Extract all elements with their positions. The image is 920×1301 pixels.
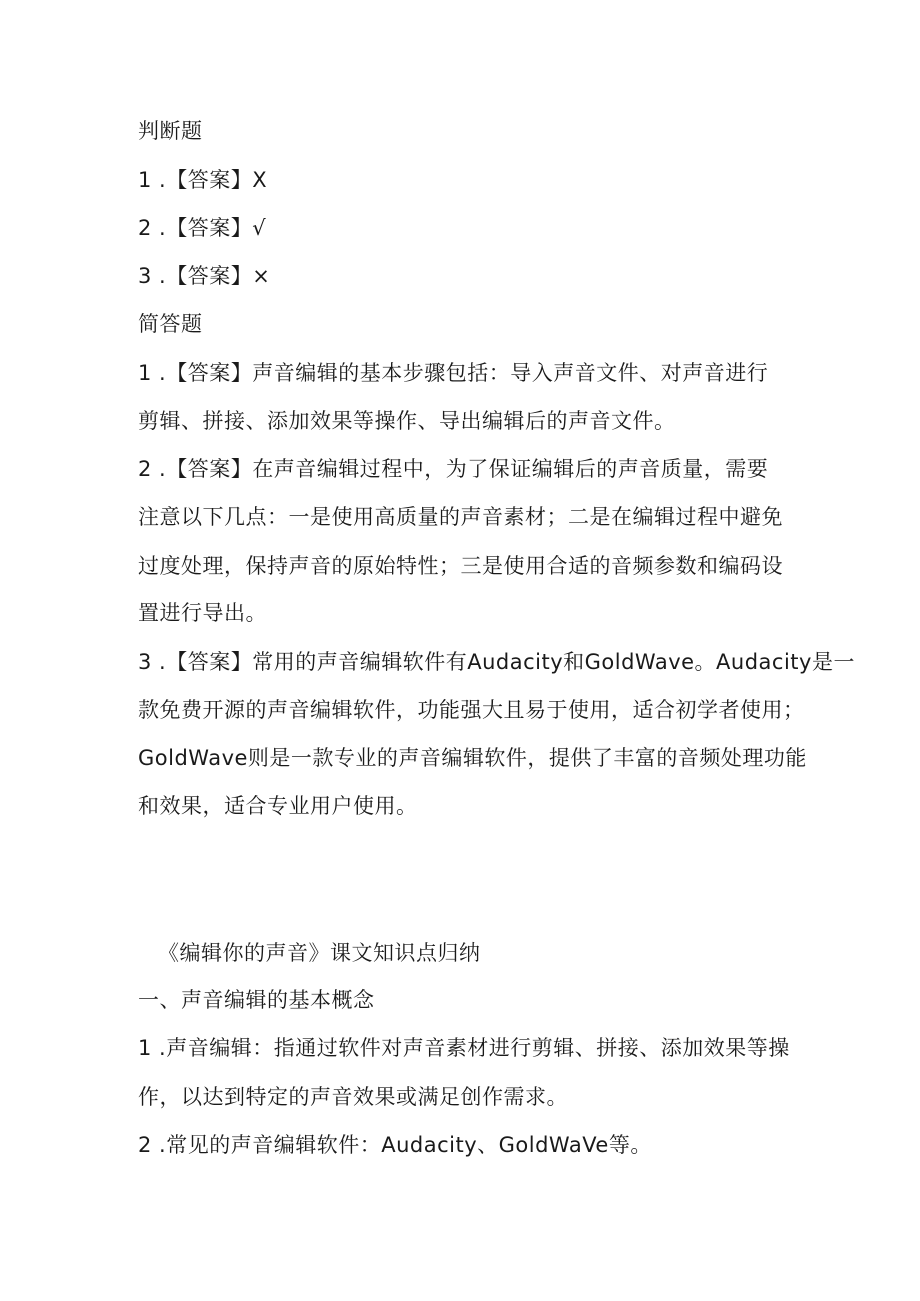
judgment-answer-1: 1 .【答案】X xyxy=(138,168,268,192)
short-answer-line: 款免费开源的声音编辑软件，功能强大且易于使用，适合初学者使用； xyxy=(138,698,805,722)
summary-title: 《编辑你的声音》课文知识点归纳 xyxy=(158,941,481,965)
short-answer-line: 置进行导出。 xyxy=(138,601,267,625)
short-answer-line: GoldWave则是一款专业的声音编辑软件，提供了丰富的音频处理功能 xyxy=(138,746,807,770)
judgment-answer-3: 3 .【答案】× xyxy=(138,264,271,288)
judgment-heading: 判断题 xyxy=(138,119,203,143)
summary-line: 作，以达到特定的声音效果或满足创作需求。 xyxy=(138,1085,568,1109)
summary-line: 2 .常见的声音编辑软件：Audacity、GoldWaVe等。 xyxy=(138,1133,652,1157)
short-answer-line: 过度处理，保持声音的原始特性；三是使用合适的音频参数和编码设 xyxy=(138,554,783,578)
short-answer-line: 和效果，适合专业用户使用。 xyxy=(138,794,418,818)
summary-line: 1 .声音编辑：指通过软件对声音素材进行剪辑、拼接、添加效果等操 xyxy=(138,1036,790,1060)
short-answer-heading: 简答题 xyxy=(138,312,203,336)
short-answer-line: 剪辑、拼接、添加效果等操作、导出编辑后的声音文件。 xyxy=(138,409,676,433)
judgment-answer-2: 2 .【答案】√ xyxy=(138,216,267,240)
short-answer-line: 3 .【答案】常用的声音编辑软件有Audacity和GoldWave。Audacity是一 xyxy=(138,650,855,674)
short-answer-line: 注意以下几点：一是使用高质量的声音素材；二是在编辑过程中避免 xyxy=(138,505,783,529)
short-answer-line: 2 .【答案】在声音编辑过程中，为了保证编辑后的声音质量，需要 xyxy=(138,457,769,481)
section-heading: 一、声音编辑的基本概念 xyxy=(138,988,375,1012)
short-answer-line: 1 .【答案】声音编辑的基本步骤包括：导入声音文件、对声音进行 xyxy=(138,361,769,385)
